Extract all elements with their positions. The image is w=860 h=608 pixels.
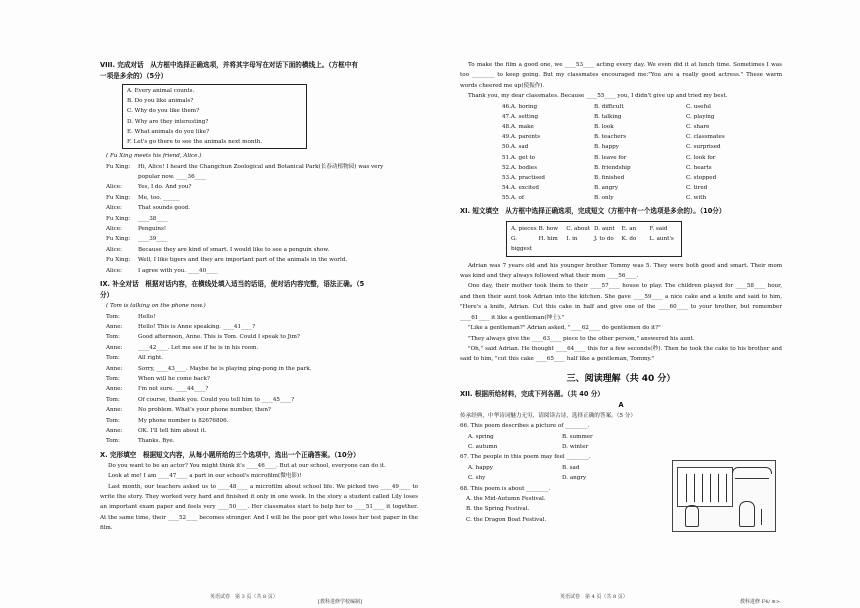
option-a: A. Every animal counts.	[127, 88, 195, 94]
option-b: B. happy	[594, 144, 619, 151]
option-c: C. hearts	[686, 164, 712, 171]
right-page	[460, 60, 782, 600]
option-row	[480, 183, 782, 193]
passage-paragraph: "They always give the ____63____ piece to the other person," answered his aunt.	[468, 335, 695, 342]
option-c: C. Why do you like them?	[127, 108, 200, 115]
dialogue-line	[106, 266, 418, 276]
option-row	[480, 112, 782, 122]
poem-illustration	[672, 460, 776, 532]
section-9-dialogue	[100, 312, 418, 447]
option-row	[480, 102, 782, 112]
passage-paragraph: "Oh," said Adrian. He thought ____64____ this for a few seconds(秒). Then he took the cake to his brother and said to him, "cut this cake ____65____ half like a gentleman, Tommy."	[460, 345, 782, 363]
option-row	[480, 142, 782, 152]
question-67-options	[468, 463, 666, 484]
option-a: 46.A. boring	[502, 103, 538, 110]
passage-paragraph: Adrian was 7 years old and his younger brother Tommy was 5. They were both good and smart. Their mom was kind and they always followed what their mom ____56____.	[460, 262, 782, 280]
dialogue-line	[106, 203, 418, 213]
option-d: D. Why are they interesting?	[127, 118, 209, 125]
option-b: B. finished	[594, 175, 625, 182]
cloze-paragraph: Thank you, my dear classmates. Because ____55____ you, I didn't give up and tried my best.	[468, 93, 728, 100]
option-b: B. only	[594, 195, 614, 202]
option-c: C. surprised	[686, 144, 721, 151]
section-8-dialogue	[100, 162, 418, 276]
q68-option-c: C. the Dragon Boat Festival.	[466, 516, 547, 523]
cloze-paragraph: Look at me! I am ____47____ a part in our school's microfilm(微电影)!	[108, 473, 302, 480]
scene-note: ( Tom is talking on the phone now.)	[106, 303, 206, 310]
line-text: Hi, Alice! I heard the Changchun Zoological and Botanical Park(长春动植物园) was very	[138, 163, 384, 170]
section-12-title: XII. 根据所给材料，完成下列各题。（共 40 分）	[460, 389, 604, 398]
word-option: G. biggest	[511, 235, 532, 252]
speaker	[106, 172, 138, 182]
line-text: My phone number is 82676806.	[138, 417, 229, 424]
speaker: Fu Xing:	[106, 236, 131, 243]
option-a: A. spring	[468, 433, 494, 440]
speaker: Tom:	[106, 355, 120, 362]
line-text: ____42____. Let me see if he is in his room.	[138, 344, 259, 351]
dialogue-line	[106, 364, 418, 374]
dialogue-line	[106, 332, 418, 342]
option-row	[480, 132, 782, 142]
option-a: 55.A. of	[502, 195, 524, 202]
word-row	[511, 234, 677, 254]
dialogue-line	[106, 224, 418, 234]
speaker: Alice:	[106, 184, 122, 191]
option-c: C. tired	[686, 185, 708, 192]
option-e: E. What animals do you like?	[127, 128, 210, 135]
word-option: A. pieces	[511, 225, 537, 232]
word-option: H. him	[538, 235, 558, 242]
speaker: Anne:	[106, 407, 123, 414]
dialogue-line	[106, 384, 418, 394]
word-row	[511, 224, 677, 234]
option-c: C. share	[686, 124, 710, 131]
option-b: B. summer	[562, 433, 593, 440]
poem-questions	[460, 421, 666, 525]
line-text: Hello! This is Anne speaking. ____41____?	[138, 323, 256, 330]
option-row	[480, 163, 782, 173]
line-text: Of course, thank you. Could you tell him to ____45____?	[138, 396, 295, 403]
section-8-title-cont: 一项是多余的）（5分）	[100, 72, 168, 80]
pavilion-roof	[735, 467, 769, 479]
speaker: Anne:	[106, 323, 123, 330]
dialogue-line	[106, 426, 418, 436]
option-row	[480, 153, 782, 163]
line-text: ____39____	[138, 236, 168, 243]
left-page	[100, 60, 418, 600]
option-c: C. useful	[686, 103, 711, 110]
dialogue-line	[106, 245, 418, 255]
line-text: Thanks. Bye.	[138, 438, 175, 445]
section-8-title: VIII. 完成对话 从方框中选择正确选项，并将其字母写在对话下面的横线上。（方框中有	[100, 61, 358, 69]
option-a: 48.A. make	[502, 124, 534, 131]
option-c: C. autumn	[468, 443, 498, 450]
page-footer: 英语试卷 第 3 页（共 8 页）	[210, 593, 278, 600]
option-c: C. playing	[686, 113, 715, 120]
speaker: Fu Xing:	[106, 215, 131, 222]
option-b: B. talking	[594, 113, 622, 120]
section-10-title: X. 完形填空 根据短文内容，从每小题所给的三个选项中，选出一个正确答案。（10分）	[100, 450, 360, 459]
poem-scroll	[677, 467, 733, 507]
dialogue-line	[106, 322, 418, 332]
part-3-title: 三、阅读理解（共 40 分）	[566, 373, 676, 384]
option-b: B. friendship	[594, 164, 631, 171]
option-d: D. angry	[562, 475, 587, 482]
option-c: C. shy	[468, 475, 486, 482]
line-text: No problem. What's your phone number, then?	[138, 407, 271, 414]
speaker: Alice:	[106, 226, 122, 233]
dialogue-line	[106, 172, 418, 182]
child-figure	[685, 505, 699, 527]
option-b: B. teachers	[594, 134, 627, 141]
option-c: C. classmates	[686, 134, 725, 141]
speaker: Tom:	[106, 375, 120, 382]
word-option: B. how	[538, 225, 559, 232]
option-c: C. stopped	[686, 175, 717, 182]
option-a: 47.A. setting	[502, 113, 539, 120]
scene-note: ( Fu Xing meets his friend, Alice.)	[106, 153, 202, 160]
option-b: B. Do you like animals?	[127, 98, 194, 105]
dialogue-line	[106, 214, 418, 224]
speaker: Tom:	[106, 334, 120, 341]
option-row	[480, 193, 782, 203]
question-66-options	[468, 432, 666, 453]
dialogue-line	[106, 405, 418, 415]
option-d: D. winter	[562, 443, 589, 450]
print-mark: [教科进修学校编制]	[318, 599, 362, 605]
option-row	[480, 122, 782, 132]
passage-paragraph: One day, their mother took them to their ____57____ house to play. The children played for ____58____ hour, and then their aunt took Adrian into the kitchen. She gave ____59____ a nice cake and a knife and said to him, "Here's a knife, Adrian. Cut this cake in half and give one of the ____60____ to your brother, but remember ____61____ it like a gentleman(绅士)."	[460, 283, 782, 321]
option-b: B. leave for	[594, 154, 627, 161]
word-option: C. about	[566, 225, 591, 232]
option-b: B. sad	[562, 464, 580, 471]
line-text: Well, I like tigers and they are important part of the animals in the world.	[138, 257, 348, 264]
dialogue-line	[106, 234, 418, 244]
option-a: 50.A. sad	[502, 144, 529, 151]
passage-paragraph: "Like a gentleman?" Adrian asked, "____62____ do gentlemen do it?"	[468, 325, 661, 332]
page-footer: 英语试卷 第 4 页（共 8 页）	[560, 593, 628, 600]
question-66: 66. This poem describes a picture of ________.	[460, 423, 590, 430]
cloze-paragraph: Do you want to be an actor? You might think it's ____46____. But at our school, everyone can do it.	[108, 462, 386, 469]
option-b: B. difficult	[594, 103, 624, 110]
line-text: I'm not sure. ____44____?	[138, 386, 209, 393]
line-text: Penguins!	[138, 226, 167, 233]
option-b: B. look	[594, 124, 614, 131]
dialogue-line	[106, 312, 418, 322]
dialogue-line	[106, 255, 418, 265]
line-text: Good afternoon, Anne. This is Tom. Could I speak to Jim?	[138, 334, 300, 341]
speaker: Tom:	[106, 313, 120, 320]
cloze-paragraph: Last month, our teachers asked us to ____48____ a microfilm about school life. We picked two ____49____ to write the story. They worked very hard and finished it only in one week. In the story a student called Lily loses an important exam paper and feels very ____50____. Her classmates start to help her to ____51____ it together. At the same time, their ____52____ becomes stronger. And I will be the poor girl who loses her test paper in the film.	[100, 483, 418, 532]
word-option: J. to do	[593, 235, 614, 242]
line-text: Hello!	[138, 313, 156, 320]
speaker: Tom:	[106, 438, 120, 445]
option-a: 54.A. excited	[502, 185, 540, 192]
line-text: I agree with you. ____40____	[138, 267, 218, 274]
section-11-title: XI. 短文填空 从方框中选择正确选项，完成短文（方框中有一个选项是多余的）。（10分）	[460, 206, 726, 215]
dialogue-line	[106, 162, 418, 172]
question-68: 68. This poem is about ________.	[460, 485, 551, 492]
line-text: OK. I'll tell him about it.	[138, 427, 207, 434]
option-row	[480, 173, 782, 183]
speaker: Alice:	[106, 267, 122, 274]
cloze-options	[474, 102, 782, 204]
word-option: K. do	[621, 235, 637, 242]
word-option: I. in	[566, 235, 578, 242]
q68-option-b: B. the Spring Festival.	[466, 506, 530, 513]
speaker: Tom:	[106, 396, 120, 403]
speaker: Tom:	[106, 417, 120, 424]
print-mark: 教科进修 F4/ ≋>.	[740, 599, 782, 605]
option-b: B. angry	[594, 185, 619, 192]
section-9-title: IX. 补全对话 根据对话内容，在横线处填入适当的话语，使对话内容完整，语法正确。（5	[100, 280, 365, 289]
speaker: Anne:	[106, 386, 123, 393]
word-option: E. an	[621, 225, 637, 232]
dialogue-line	[106, 436, 418, 446]
line-text: Yes, I do. And you?	[138, 184, 192, 191]
line-text: That sounds good.	[138, 205, 191, 212]
elder-figure	[739, 501, 755, 527]
section-9-title-cont: 分）	[100, 291, 114, 300]
option-a: 49.A. parents	[502, 134, 541, 141]
dialogue-line	[106, 395, 418, 405]
speaker: Alice:	[106, 205, 122, 212]
word-option: D. aunt	[593, 225, 615, 232]
word-option: F. said	[649, 225, 668, 232]
line-text: ____38____	[138, 215, 168, 222]
flower-stem	[761, 509, 771, 525]
q68-option-a: A. the Mid-Autumn Festival.	[466, 495, 546, 502]
dialogue-line	[106, 416, 418, 426]
dialogue-line	[106, 182, 418, 192]
dialogue-line	[106, 193, 418, 203]
speaker: Fu Xing:	[106, 194, 131, 201]
speaker: Fu Xing:	[106, 257, 131, 264]
line-text: popular now. ____36____	[138, 174, 206, 181]
option-a: A. happy	[468, 464, 493, 471]
line-text: Sorry, ____43____. Maybe he is playing ping-pong in the park.	[138, 365, 312, 372]
option-c: C. with	[686, 195, 707, 202]
line-text: When will he come back?	[138, 375, 210, 382]
line-text: Because they are kind of smart. I would like to see a penguin show.	[138, 246, 330, 253]
speaker: Anne:	[106, 365, 123, 372]
line-text: Me, too. ______	[138, 194, 180, 201]
option-c: C. look for	[686, 154, 716, 161]
option-a: 51.A. get to	[502, 154, 536, 161]
option-a: 52.A. bodies	[502, 164, 537, 171]
word-option: L. aunt's	[649, 235, 674, 242]
passage-label: A	[618, 400, 624, 409]
dialogue-line	[106, 343, 418, 353]
section-8-option-box	[122, 84, 307, 149]
word-box	[506, 221, 682, 257]
speaker: Fu Xing:	[106, 163, 131, 170]
speaker: Anne:	[106, 427, 123, 434]
dialogue-line	[106, 353, 418, 363]
option-a: 53.A. practised	[502, 175, 546, 182]
option-f: F. Let's go there to see the animals next month.	[127, 139, 263, 146]
question-67: 67. The people in this poem may feel ________.	[460, 454, 591, 461]
speaker: Anne:	[106, 344, 123, 351]
cloze-paragraph: To make the film a good one, we ____53____ acting every day. We even did it at lunch time. Sometimes I was too ________ to keep going. But my classmates encouraged me:"You are a really good actress." These warm words cheered me up(使振作).	[460, 62, 782, 89]
dialogue-line	[106, 374, 418, 384]
speaker: Alice:	[106, 246, 122, 253]
section-12-intro: 传承经典，中华诗词魅力无穷，请阅读古诗，选择正确的答案。（5 分）	[460, 412, 636, 419]
line-text: All right.	[138, 355, 164, 362]
